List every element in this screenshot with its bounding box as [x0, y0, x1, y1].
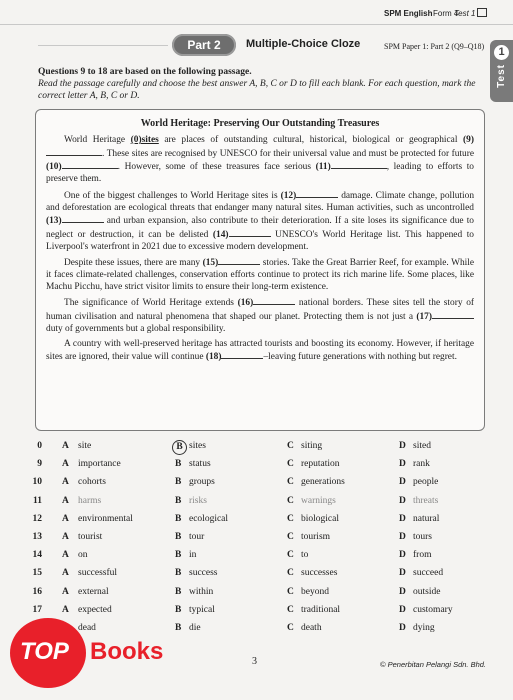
blank-number: (9): [463, 135, 474, 145]
option-letter-a[interactable]: A: [62, 550, 69, 561]
blank-line: [253, 296, 295, 305]
blank-line: [221, 350, 263, 359]
blank-number: (13): [46, 216, 62, 227]
option-row: [20, 549, 480, 567]
blank-number: (10): [46, 162, 62, 173]
option-letter-d[interactable]: D: [399, 604, 406, 615]
option-letter-b[interactable]: B: [172, 440, 187, 455]
option-text-c[interactable]: biological: [301, 513, 339, 524]
option-letter-b[interactable]: B: [175, 586, 182, 597]
option-text-c[interactable]: tourism: [301, 532, 331, 542]
option-text-b[interactable]: in: [189, 550, 197, 561]
option-row: [20, 531, 480, 549]
header-subject: SPM English: [384, 9, 433, 18]
option-row: [20, 513, 480, 531]
option-text-a[interactable]: on: [78, 550, 88, 561]
option-text-b[interactable]: risks: [189, 495, 207, 506]
option-letter-c[interactable]: C: [287, 495, 294, 506]
blank-line: [229, 228, 271, 237]
option-letter-d[interactable]: D: [399, 513, 406, 524]
header-form: Form 4: [433, 9, 459, 18]
option-text-d[interactable]: natural: [413, 513, 440, 524]
section-divider-left: [38, 45, 168, 46]
option-letter-b[interactable]: B: [175, 495, 182, 506]
option-row: [20, 567, 480, 585]
blank-number: (14): [212, 229, 229, 240]
option-letter-c[interactable]: C: [287, 477, 294, 488]
question-number: 15: [32, 568, 42, 579]
option-letter-a[interactable]: A: [62, 532, 69, 542]
option-text-d[interactable]: people: [413, 477, 439, 488]
option-letter-d[interactable]: D: [399, 532, 406, 542]
option-text-c[interactable]: siting: [301, 441, 323, 451]
option-letter-b[interactable]: B: [175, 513, 182, 524]
option-letter-a[interactable]: A: [62, 459, 69, 470]
option-letter-c[interactable]: C: [287, 604, 294, 615]
blank-line: [218, 256, 260, 265]
question-number: 11: [33, 495, 42, 506]
blank-line: [331, 160, 387, 169]
blank-line: [62, 214, 104, 223]
option-row: [20, 458, 480, 476]
paragraph-3: [46, 256, 474, 293]
option-text-d[interactable]: sited: [413, 441, 431, 451]
passage-box: [35, 109, 485, 431]
stack-icon: [477, 8, 487, 17]
blank-number: (16): [237, 298, 254, 309]
option-text-c[interactable]: to: [301, 550, 309, 561]
option-text-a[interactable]: tourist: [78, 532, 103, 542]
option-text-b[interactable]: groups: [189, 477, 215, 488]
question-number: 13: [32, 532, 42, 542]
option-text-a[interactable]: cohorts: [78, 477, 106, 488]
option-text-d[interactable]: from: [413, 550, 432, 561]
option-letter-c[interactable]: C: [287, 623, 294, 633]
option-letter-a[interactable]: A: [62, 586, 69, 597]
option-row: [20, 586, 480, 604]
option-text-d[interactable]: rank: [413, 459, 430, 470]
test-tab: [490, 40, 513, 102]
instructions: [38, 66, 486, 102]
option-letter-d[interactable]: D: [399, 568, 406, 579]
text: national borders. These sites tell the story of human civilisation and natural phenomena that shaped our planet. Protecting them is not just a: [46, 298, 474, 323]
option-text-b[interactable]: tour: [189, 532, 205, 542]
example-answer: (0)sites: [130, 135, 159, 145]
blank-number: (18): [205, 352, 222, 363]
option-text-b[interactable]: within: [189, 586, 214, 597]
option-text-c[interactable]: generations: [301, 477, 345, 488]
text: Despite these issues, there are many: [64, 258, 203, 269]
logo-text-top: TOP: [20, 638, 69, 665]
text: World Heritage: [64, 135, 131, 145]
topbooks-logo: [10, 618, 86, 688]
option-row: [20, 440, 480, 458]
option-letter-b[interactable]: B: [175, 568, 182, 579]
paragraph-1: [46, 135, 474, 186]
question-number: 16: [32, 586, 42, 597]
blank-number: (12): [280, 190, 297, 201]
option-text-c[interactable]: warnings: [301, 495, 336, 506]
text: duty of governments but a global responsibility.: [46, 323, 226, 334]
option-letter-b[interactable]: B: [175, 459, 182, 470]
option-text-d[interactable]: succeed: [413, 568, 444, 579]
option-text-a[interactable]: dead: [78, 623, 96, 633]
option-text-c[interactable]: traditional: [301, 604, 341, 615]
text: One of the biggest challenges to World Heritage sites is: [64, 190, 281, 201]
blank-number: (17): [416, 312, 432, 323]
passage-title: World Heritage: Preserving Our Outstanding Treasures: [140, 118, 380, 129]
option-text-b[interactable]: typical: [189, 604, 215, 615]
part-label: Part 2: [172, 34, 236, 56]
text: –leaving future generations with nothing but regret.: [263, 352, 457, 363]
text: and urban expansion, also contribute to their deterioration. If a site loses its significance due to neglect or destruction, it can be delisted: [46, 216, 474, 240]
option-text-b[interactable]: status: [189, 459, 211, 470]
option-letter-c[interactable]: C: [287, 441, 294, 451]
option-text-b[interactable]: success: [189, 568, 218, 579]
blank-line: [46, 147, 102, 156]
text: . These sites are recognised by UNESCO for their universal value and must be protected for future: [102, 148, 474, 159]
blank-line: [62, 160, 118, 169]
text: The significance of World Heritage extends: [64, 298, 238, 309]
question-number: 9: [37, 459, 42, 470]
paper-reference: SPM Paper 1: Part 2 (Q9–Q18): [384, 42, 485, 51]
question-number: 14: [32, 550, 42, 561]
option-letter-a[interactable]: A: [62, 513, 69, 524]
option-text-b[interactable]: sites: [189, 441, 206, 451]
option-letter-a[interactable]: A: [62, 441, 69, 451]
option-letter-b[interactable]: B: [175, 532, 182, 542]
option-text-a[interactable]: harms: [78, 495, 102, 506]
text: stories. Take the Great Barrier Reef, for example. While it faces climate-related challenges, conservation efforts continue to protect its rich marine life. Some places, like Machu Picchu, have strict visitor limits to ensure their long-term existence.: [46, 258, 475, 292]
option-letter-d[interactable]: D: [399, 550, 406, 561]
test-label: Test: [496, 64, 507, 88]
blank-line: [296, 189, 338, 198]
text: damage. Climate change, pollution and deforestation are ecological threats that endanger many natural sites. Human activities, such as uncontrolled: [46, 190, 475, 213]
option-letter-a[interactable]: A: [62, 477, 69, 488]
question-number: 12: [32, 513, 42, 524]
option-text-d[interactable]: customary: [413, 604, 453, 615]
instruction-line-2: Read the passage carefully and choose the best answer A, B, C or D to fill each blank. For each question, mark the correct letter A, B, C or D.: [38, 79, 476, 101]
option-row: [20, 476, 480, 494]
option-letter-b[interactable]: B: [175, 550, 182, 561]
blank-line: [432, 310, 474, 319]
option-text-b[interactable]: die: [189, 623, 201, 633]
option-letter-c[interactable]: C: [287, 513, 294, 524]
text: . However, some of these treasures face serious: [117, 162, 316, 173]
paragraph-4: [46, 296, 474, 335]
option-letter-a[interactable]: A: [62, 568, 69, 579]
header-divider: [0, 24, 513, 25]
option-text-a[interactable]: site: [78, 441, 92, 451]
option-text-a[interactable]: environmental: [78, 513, 133, 524]
option-text-c[interactable]: death: [301, 623, 322, 633]
paragraph-2: [46, 189, 474, 254]
question-number: 10: [32, 477, 42, 488]
option-text-a[interactable]: expected: [78, 604, 112, 615]
text: are places of outstanding cultural, historical, biological or geographical: [158, 135, 464, 145]
option-letter-a[interactable]: A: [62, 604, 69, 615]
publisher-credit: © Penerbitan Pelangi Sdn. Bhd.: [380, 660, 487, 669]
question-number: 17: [32, 604, 42, 615]
option-text-a[interactable]: successful: [78, 568, 118, 579]
option-text-b[interactable]: ecological: [189, 513, 229, 524]
option-letter-c[interactable]: C: [287, 459, 294, 470]
section-title: Multiple-Choice Cloze: [246, 38, 361, 50]
option-letter-c[interactable]: C: [287, 586, 294, 597]
option-row: [20, 604, 480, 622]
option-letter-d[interactable]: D: [399, 459, 406, 470]
option-letter-d[interactable]: D: [399, 495, 406, 506]
option-text-d[interactable]: outside: [413, 586, 441, 597]
option-letter-d[interactable]: D: [399, 477, 406, 488]
option-letter-d[interactable]: D: [399, 441, 406, 451]
option-row: [20, 495, 480, 513]
option-letter-b[interactable]: B: [175, 477, 182, 488]
page-number: 3: [252, 656, 257, 667]
instruction-line-1: Questions 9 to 18 are based on the following passage.: [38, 67, 252, 77]
option-letter-c[interactable]: C: [287, 532, 294, 542]
text: UNESCO's World Heritage list. This happened to Liverpool's waterfront in 2021 due to excessive modern development.: [46, 229, 474, 252]
question-number: 0: [37, 441, 42, 451]
option-letter-a[interactable]: A: [62, 495, 69, 506]
option-text-c[interactable]: successes: [301, 568, 338, 579]
option-letter-c[interactable]: C: [287, 568, 294, 579]
option-text-c[interactable]: reputation: [301, 459, 340, 470]
paragraph-5: [46, 339, 474, 364]
option-letter-d[interactable]: D: [399, 586, 406, 597]
blank-number: (15): [202, 258, 219, 269]
header-test: Test 1: [454, 9, 476, 18]
option-text-d[interactable]: threats: [413, 495, 439, 506]
text: A country with well-preserved heritage has attracted tourists and boosting its economy. However, if heritage sites are ignored, their value will continue: [46, 338, 474, 363]
option-letter-c[interactable]: C: [287, 550, 294, 561]
test-number: 1: [494, 45, 509, 60]
option-text-a[interactable]: external: [78, 586, 109, 597]
option-text-d[interactable]: dying: [413, 623, 435, 633]
logo-text-books: Books: [90, 638, 164, 665]
option-letter-b[interactable]: B: [175, 604, 182, 615]
option-letter-d[interactable]: D: [399, 623, 406, 633]
option-text-d[interactable]: tours: [413, 532, 432, 542]
option-row: [20, 622, 480, 640]
option-text-c[interactable]: beyond: [301, 586, 329, 597]
option-letter-b[interactable]: B: [175, 623, 182, 633]
blank-number: (11): [315, 162, 331, 173]
option-text-a[interactable]: importance: [78, 459, 121, 470]
text: , leading to efforts to preserve them.: [46, 162, 474, 185]
